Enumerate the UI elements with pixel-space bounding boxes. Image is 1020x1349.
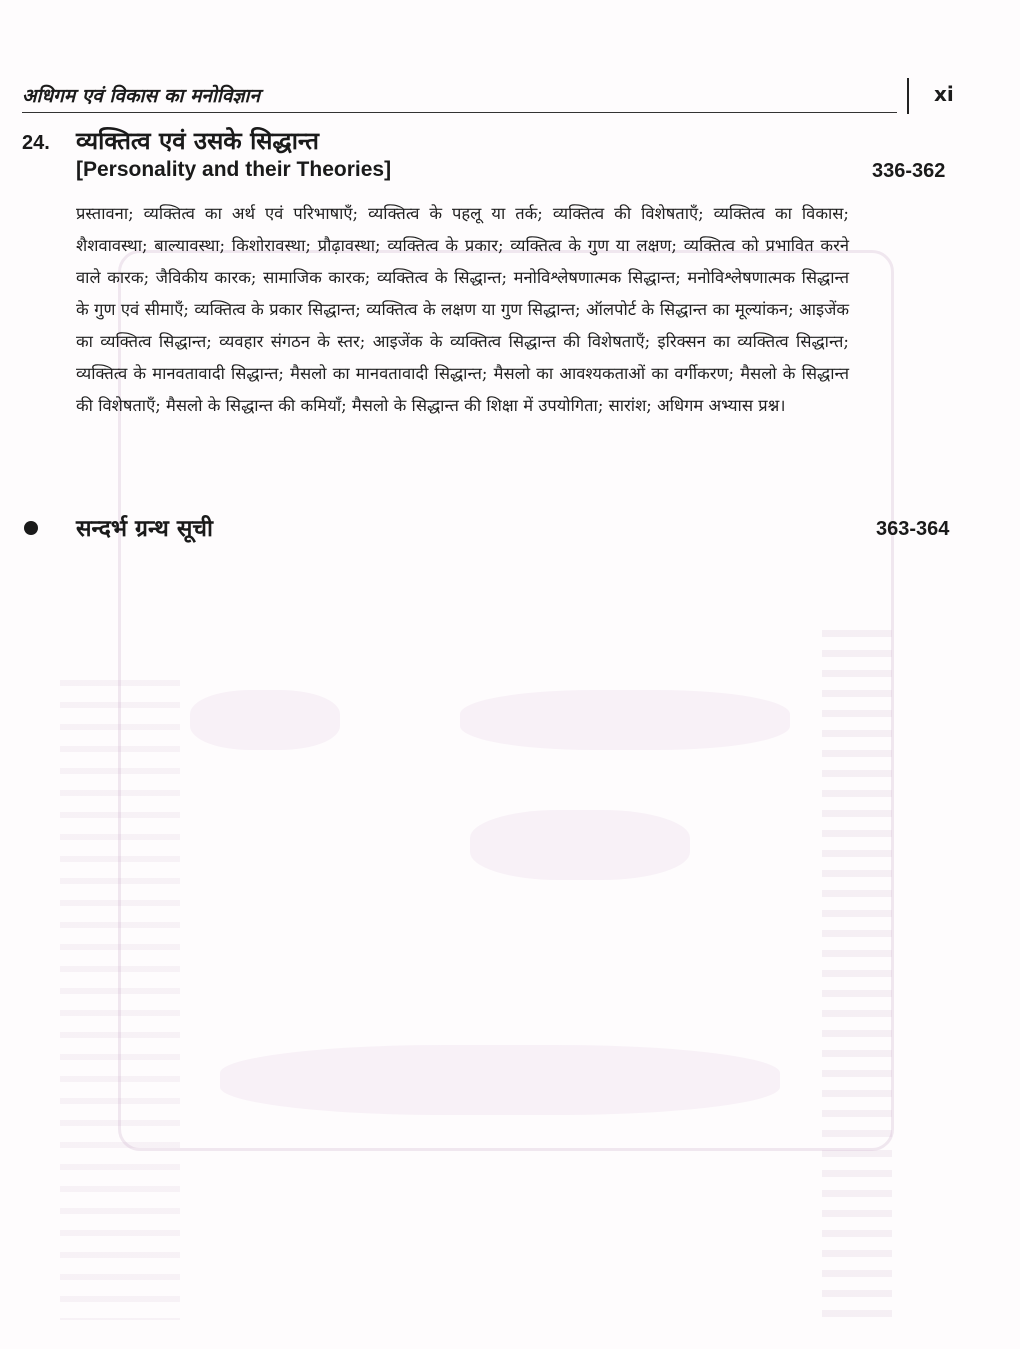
show-through-mark	[190, 690, 340, 750]
show-through-text-left	[60, 680, 180, 1320]
references-title: सन्दर्भ ग्रन्थ सूची	[76, 516, 213, 542]
show-through-mark	[460, 690, 790, 750]
chapter-title-hindi: व्यक्तित्व एवं उसके सिद्धान्त	[76, 127, 319, 155]
show-through-mark	[470, 810, 690, 880]
show-through-mark	[220, 1045, 780, 1115]
references-page-range: 363-364	[876, 518, 950, 540]
chapter-contents: प्रस्तावना; व्यक्तित्व का अर्थ एवं परिभाषाएँ; व्यक्तित्व के पहलू या तर्क; व्यक्तित्व की विशेषताएँ; व्यक्तित्व का विकास; शैशवावस्था; बाल्यावस्था; किशोरावस्था; प्रौढ़ावस्था; व्यक्तित्व के प्रकार; व्यक्तित्व के गुण या लक्षण; व्यक्तित्व को प्रभावित करने वाले कारक; जैविकीय कारक; सामाजिक कारक; व्यक्तित्व के सिद्धान्त; मनोविश्लेषणात्मक सिद्धान्त; मनोविश्लेषणात्मक सिद्धान्त के गुण एवं सीमाएँ; व्यक्तित्व के प्रकार सिद्धान्त; व्यक्तित्व के लक्षण या गुण सिद्धान्त; ऑलपोर्ट के सिद्धान्त का मूल्यांकन; आइजेंक का व्यक्तित्व सिद्धान्त; व्यवहार संगठन के स्तर; आइजेंक के व्यक्तित्व सिद्धान्त की विशेषताएँ; इरिक्सन का व्यक्तित्व सिद्धान्त; व्यक्तित्व के मानवतावादी सिद्धान्त; मैसलो का मानवतावादी सिद्धान्त; मैसलो का आवश्यकताओं का वर्गीकरण; मैसलो के सिद्धान्त की विशेषताएँ; मैसलो के सिद्धान्त की कमियाँ; मैसलो के सिद्धान्त की शिक्षा में उपयोगिता; सारांश; अधिगम अभ्यास प्रश्न।	[76, 204, 849, 415]
header-divider	[907, 78, 909, 114]
running-head	[22, 80, 897, 113]
chapter-page-range: 336-362	[872, 160, 946, 182]
show-through-text-right	[822, 630, 892, 1330]
page-number: xi	[934, 82, 954, 106]
chapter-title-english: [Personality and their Theories]	[76, 158, 392, 181]
book-title: अधिगम एवं विकास का मनोविज्ञान	[22, 85, 261, 107]
chapter-number: 24.	[22, 132, 50, 154]
bullet-icon	[24, 521, 38, 535]
